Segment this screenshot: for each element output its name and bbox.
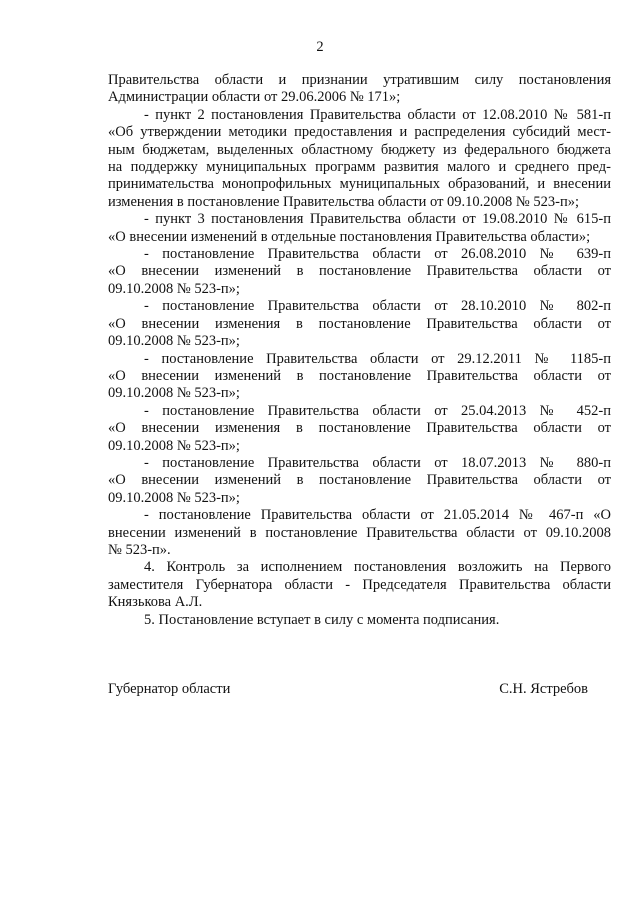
text-line: - пункт 2 постановления Правительства области от 12.08.2010 № 581-п — [144, 106, 611, 123]
text-line: «О внесении изменения в постановление Правительства области от — [108, 420, 611, 437]
text-line: Правительства области и признании утратившим силу постановления — [108, 72, 611, 88]
text-line: изменения в постановление Правительства области от 09.10.2008 № 523-п»; — [108, 193, 579, 210]
text-line: «О внесении изменений в отдельные постановления Правительства области»; — [108, 228, 591, 245]
text-line: № 523-п». — [108, 541, 171, 558]
text-line: - постановление Правительства области от 26.08.2010 № 639-п — [144, 246, 611, 263]
text-line: - постановление Правительства области от 28.10.2010 № 802-п — [144, 298, 611, 315]
text-line: - постановление Правительства области от 25.04.2013 № 452-п — [144, 402, 611, 419]
text-line: Администрации области от 29.06.2006 № 171»; — [108, 89, 401, 106]
text-line: «О внесении изменений в постановление Правительства области от — [108, 367, 611, 384]
text-line: «О внесении изменений в постановление Правительства области от — [108, 263, 611, 280]
text-line: - постановление Правительства области от 29.12.2011 № 1185-п — [144, 350, 611, 367]
text-line: ным бюджетам, выделенных областному бюджету из федерального бюджета — [108, 141, 611, 158]
text-line: 09.10.2008 № 523-п»; — [108, 333, 240, 350]
document-body — [108, 72, 611, 629]
text-line: «О внесении изменения в постановление Правительства области от — [108, 315, 611, 332]
text-line: 09.10.2008 № 523-п»; — [108, 385, 240, 402]
text-line: - постановление Правительства области от 21.05.2014 № 467-п «О — [144, 507, 611, 524]
text-line: 09.10.2008 № 523-п»; — [108, 437, 240, 454]
text-line: 5. Постановление вступает в силу с момента подписания. — [144, 611, 500, 628]
signatory-position: Губернатор области — [108, 681, 231, 697]
text-line: внесении изменений в постановление Правительства области от 09.10.2008 — [108, 524, 611, 541]
text-line: 09.10.2008 № 523-п»; — [108, 280, 240, 297]
text-line: принимательства монопрофильных муниципальных образований, и внесении — [108, 176, 611, 193]
text-line: заместителя Губернатора области - Председателя Правительства области — [108, 576, 611, 593]
signatory-name: С.Н. Ястребов — [499, 681, 588, 697]
text-line: «О внесении изменений в постановление Правительства области от — [108, 472, 611, 489]
text-line: - постановление Правительства области от 18.07.2013 № 880-п — [144, 454, 611, 471]
text-line: на поддержку муниципальных программ развития малого и среднего пред- — [108, 159, 611, 176]
text-line: «Об утверждении методики предоставления и распределения субсидий мест- — [108, 124, 611, 141]
text-line: Князькова А.Л. — [108, 594, 203, 611]
text-line: 4. Контроль за исполнением постановления возложить на Первого — [144, 559, 611, 576]
page-number: 2 — [316, 39, 324, 55]
text-line: - пункт 3 постановления Правительства области от 19.08.2010 № 615-п — [144, 211, 611, 228]
text-line: 09.10.2008 № 523-п»; — [108, 489, 240, 506]
